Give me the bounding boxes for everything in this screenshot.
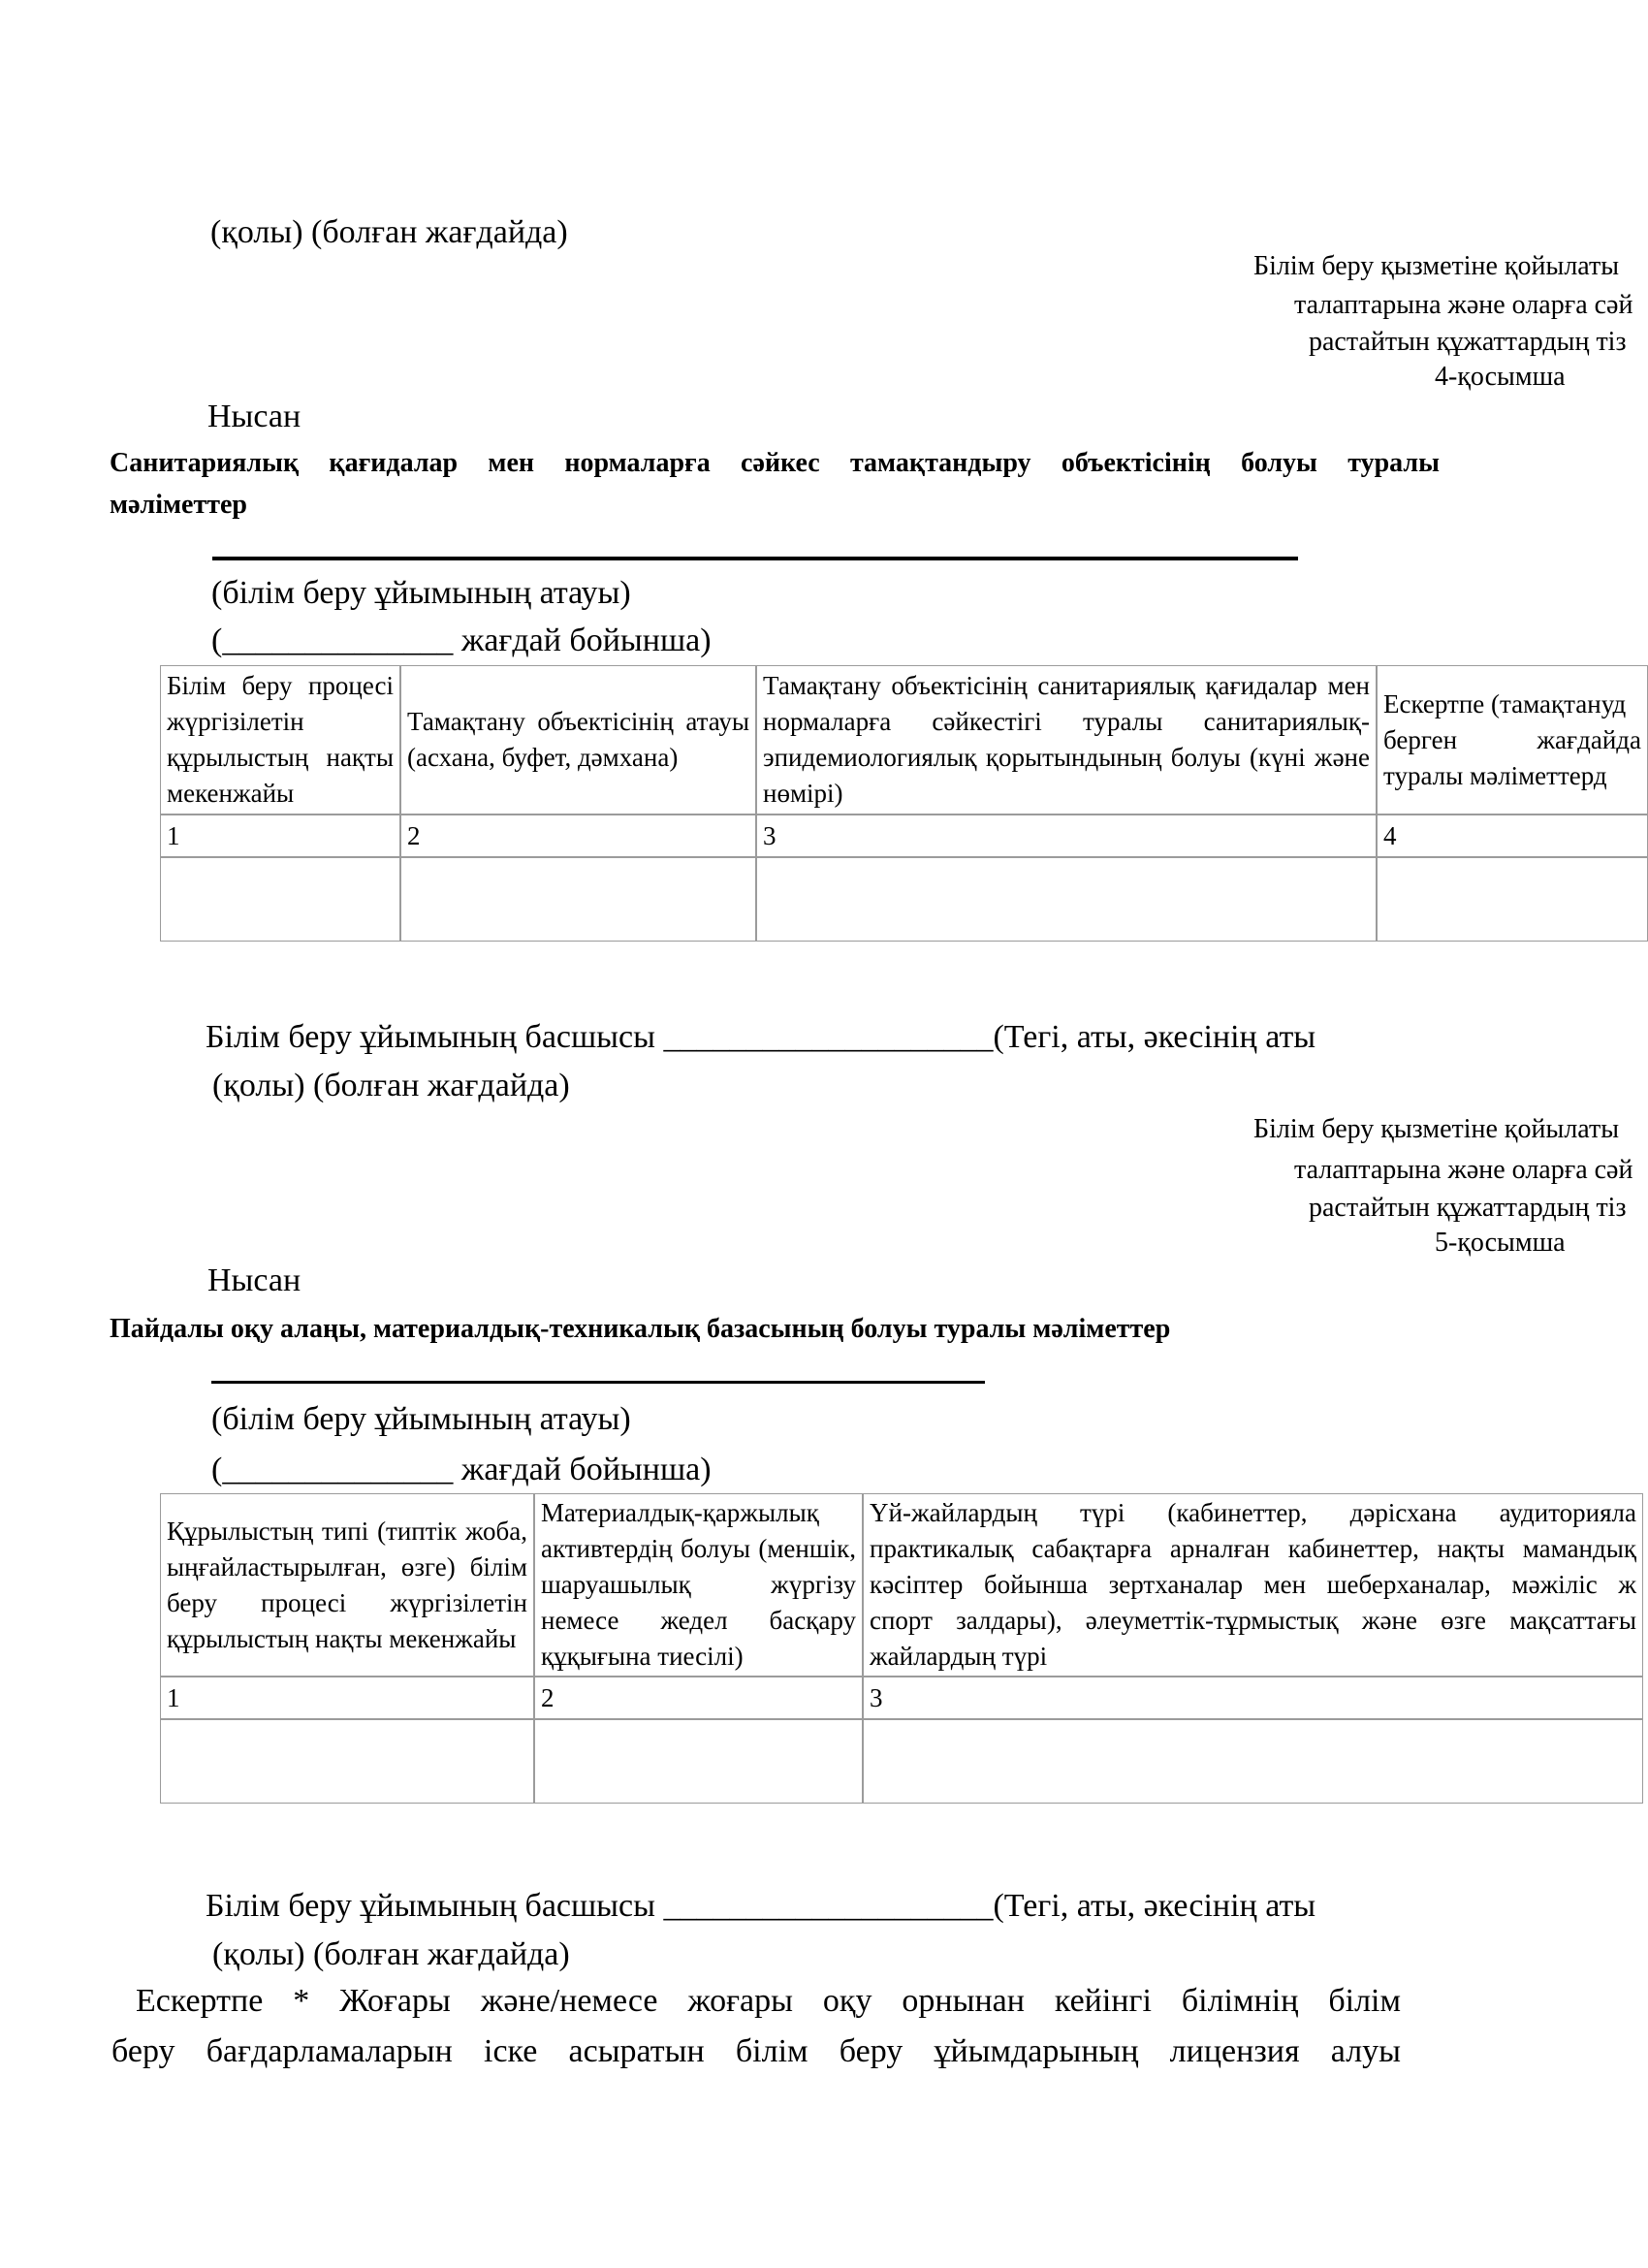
header-premises-line: кәсіптер бойынша зертханалар мен шеберханалар, мәжіліс ж [870,1570,1636,1599]
section1-title-line2: мәліметтер [110,490,247,520]
signature-note-1: (қолы) (болған жағдайда) [212,1068,570,1103]
header-cell-sanitary-conclusion: Тамақтану объектісінің санитариялық қағидалар мен нормаларға сәйкестігі туралы санитариялық-эпидемиологиялық қорытындының болуы (күні және нөмірі) [756,665,1377,815]
header-note-line: Ескертпе (тамақтануд [1383,688,1627,719]
header-cell-address: Білім беру процесі жүргізілетін құрылыстың нақты мекенжайы [160,665,400,815]
header-note-line: берген жағдайда [1383,724,1641,754]
org-name-rule-1 [212,557,1298,560]
empty-cell [400,857,756,942]
index-cell: 1 [160,1677,534,1719]
empty-cell [1377,857,1648,942]
header-premises-line: спорт залдары), әлеуметтік-тұрмыстық және өзге мақсаттағы [870,1606,1636,1635]
table-header-row [160,1493,1643,1677]
header-premises-line: практикалық сабақтарға арналған кабинеттер, нақты мамандық [870,1534,1636,1563]
appendix5-line-2: талаптарына және оларға сәй [1294,1155,1633,1185]
appendix5-number: 5-қосымша [1435,1228,1566,1258]
header-note-line: туралы мәліметтерд [1383,760,1607,790]
signature-note-top: (қолы) (болған жағдайда) [210,214,568,250]
header-cell-material-assets: Материалдық-қаржылық активтердің болуы (меншік, шаруашылық жүргізу немесе жедел басқару құқығына тиесілі) [534,1493,863,1677]
head-signature-line-1: Білім беру ұйымының басшысы ____________________(Тегі, аты, әкесінің аты [206,1019,1316,1055]
appendix5-line-1: Білім беру қызметіне қойылаты [1253,1114,1620,1144]
index-cell: 2 [400,815,756,857]
empty-cell [160,1719,534,1804]
appendix4-line-2: талаптарына және оларға сәй [1294,290,1633,320]
signature-note-2: (қолы) (болған жағдайда) [212,1936,570,1972]
as-of-caption-1: (______________ жағдай бойынша) [211,623,712,658]
header-cell-premises-type [863,1493,1643,1677]
as-of-caption-2: (______________ жағдай бойынша) [211,1452,712,1487]
header-cell-facility-name: Тамақтану объектісінің атауы (асхана, буфет, дәмхана) [400,665,756,815]
empty-cell [863,1719,1643,1804]
org-name-caption-1: (білім беру ұйымының атауы) [211,575,631,611]
head-signature-line-2: Білім беру ұйымының басшысы ____________________(Тегі, аты, әкесінің аты [206,1888,1316,1924]
form-label-2: Нысан [207,1262,301,1298]
form-label-1: Нысан [207,399,301,434]
appendix5-line-3: растайтын құжаттардың тіз [1309,1193,1627,1223]
table-index-row [160,815,1648,857]
index-cell: 3 [756,815,1377,857]
empty-cell [160,857,400,942]
food-facility-table [160,665,1648,942]
empty-cell [534,1719,863,1804]
table-empty-row [160,1719,1643,1804]
index-cell: 4 [1377,815,1648,857]
footnote-line-1: Ескертпе * Жоғары және/немесе жоғары оқу орнынан кейінгі білімнің білім [136,1983,1401,2019]
index-cell: 3 [863,1677,1643,1719]
table-index-row [160,1677,1643,1719]
appendix4-number: 4-қосымша [1435,362,1566,392]
header-cell-note [1377,665,1648,815]
footnote-line-2: беру бағдарламаларын іске асыратын білім беру ұйымдарының лицензия алуы [111,2033,1401,2069]
org-name-caption-2: (білім беру ұйымының атауы) [211,1401,631,1437]
table-empty-row [160,857,1648,942]
table-header-row [160,665,1648,815]
header-premises-line: жайлардың түрі [870,1642,1048,1671]
section1-title-line1: Санитариялық қағидалар мен нормаларға сәйкес тамақтандыру объектісінің болуы туралы [110,448,1440,478]
section2-title: Пайдалы оқу алаңы, материалдық-техникалық базасының болуы туралы мәліметтер [110,1314,1171,1344]
material-base-table [160,1493,1643,1804]
header-cell-building-type: Құрылыстың типі (типтік жоба, ыңғайластырылған, өзге) білім беру процесі жүргізілетін құрылыстың нақты мекенжайы [160,1493,534,1677]
appendix4-line-3: растайтын құжаттардың тіз [1309,327,1627,357]
org-name-rule-2 [211,1381,985,1384]
index-cell: 1 [160,815,400,857]
header-premises-line: Үй-жайлардың түрі (кабинеттер, дәрісхана аудиторияла [870,1498,1636,1527]
empty-cell [756,857,1377,942]
appendix4-line-1: Білім беру қызметіне қойылаты [1253,251,1620,281]
index-cell: 2 [534,1677,863,1719]
